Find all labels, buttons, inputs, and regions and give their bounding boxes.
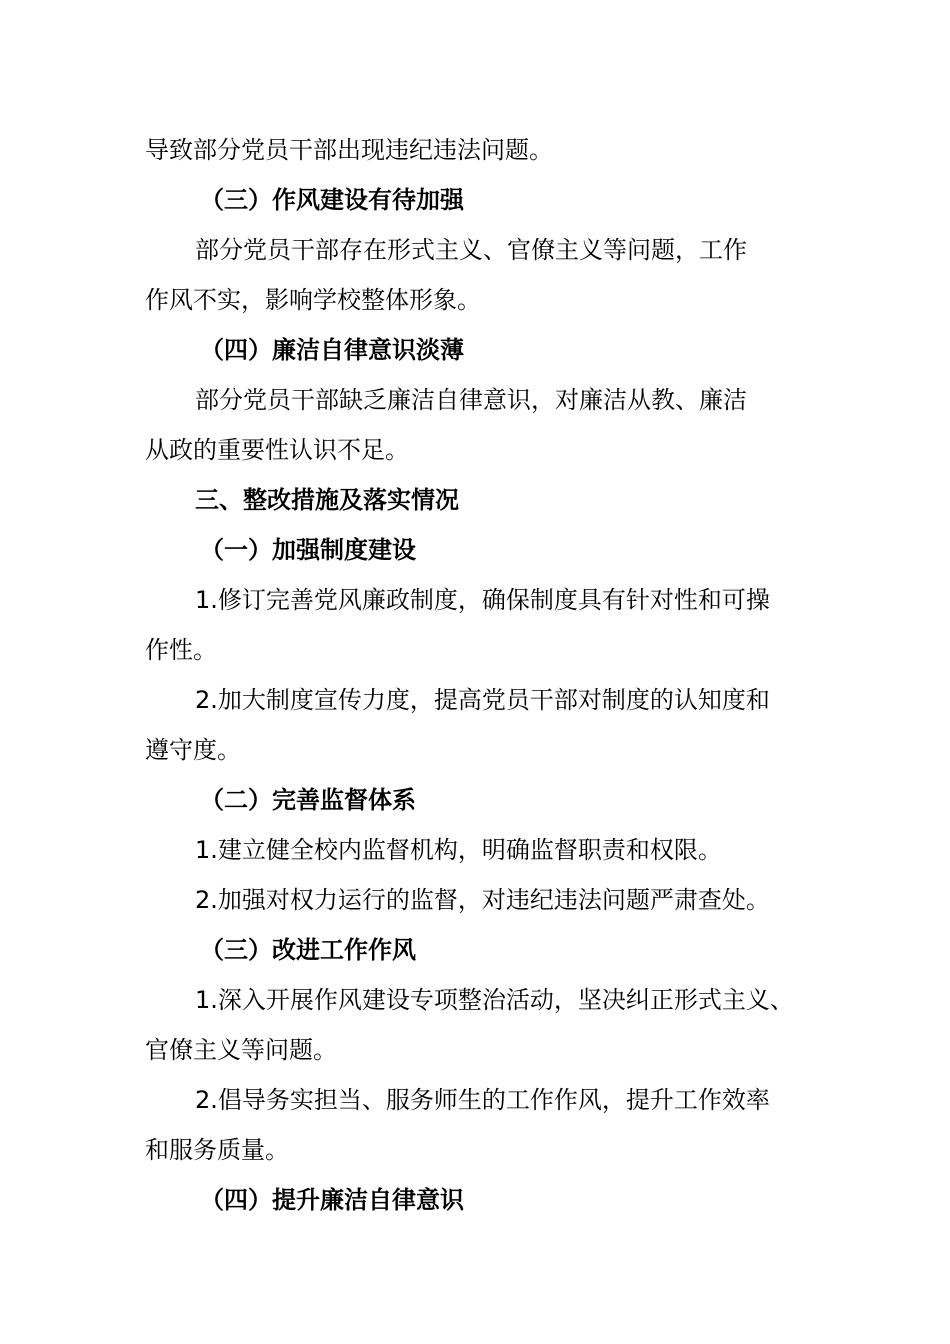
subheading-gongzuo-zuofeng: （三）改进工作作风 — [200, 936, 416, 964]
subheading-zhidu-jianshe: （一）加强制度建设 — [200, 536, 416, 564]
list-item-line: 2.加大制度宣传力度，提高党员干部对制度的认知度和 — [195, 686, 770, 714]
list-item-line: 1.建立健全校内监督机构，明确监督职责和权限。 — [195, 836, 722, 864]
paragraph-line: 部分党员干部缺乏廉洁自律意识，对廉洁从教、廉洁 — [195, 386, 747, 414]
paragraph-line: 从政的重要性认识不足。 — [145, 436, 409, 464]
paragraph-line: 导致部分党员干部出现违纪违法问题。 — [145, 136, 553, 164]
list-item-line: 1.深入开展作风建设专项整治活动，坚决纠正形式主义、 — [195, 986, 794, 1014]
list-item-line: 2.倡导务实担当、服务师生的工作作风，提升工作效率 — [195, 1086, 770, 1114]
subheading-lianjie-yishi: （四）廉洁自律意识淡薄 — [200, 336, 464, 364]
paragraph-line: 作风不实，影响学校整体形象。 — [145, 286, 481, 314]
list-item-line: 官僚主义等问题。 — [145, 1036, 337, 1064]
subheading-lianjie-zilv: （四）提升廉洁自律意识 — [200, 1186, 464, 1214]
section-heading: 三、整改措施及落实情况 — [195, 486, 459, 514]
subheading-jiandu-tixi: （二）完善监督体系 — [200, 786, 416, 814]
list-item-line: 和服务质量。 — [145, 1136, 289, 1164]
subheading-zuofeng-jianshe: （三）作风建设有待加强 — [200, 186, 464, 214]
list-item-line: 1.修订完善党风廉政制度，确保制度具有针对性和可操 — [195, 586, 770, 614]
paragraph-line: 部分党员干部存在形式主义、官僚主义等问题，工作 — [195, 236, 747, 264]
list-item-line: 作性。 — [145, 636, 217, 664]
list-item-line: 遵守度。 — [145, 736, 241, 764]
list-item-line: 2.加强对权力运行的监督，对违纪违法问题严肃查处。 — [195, 886, 770, 914]
